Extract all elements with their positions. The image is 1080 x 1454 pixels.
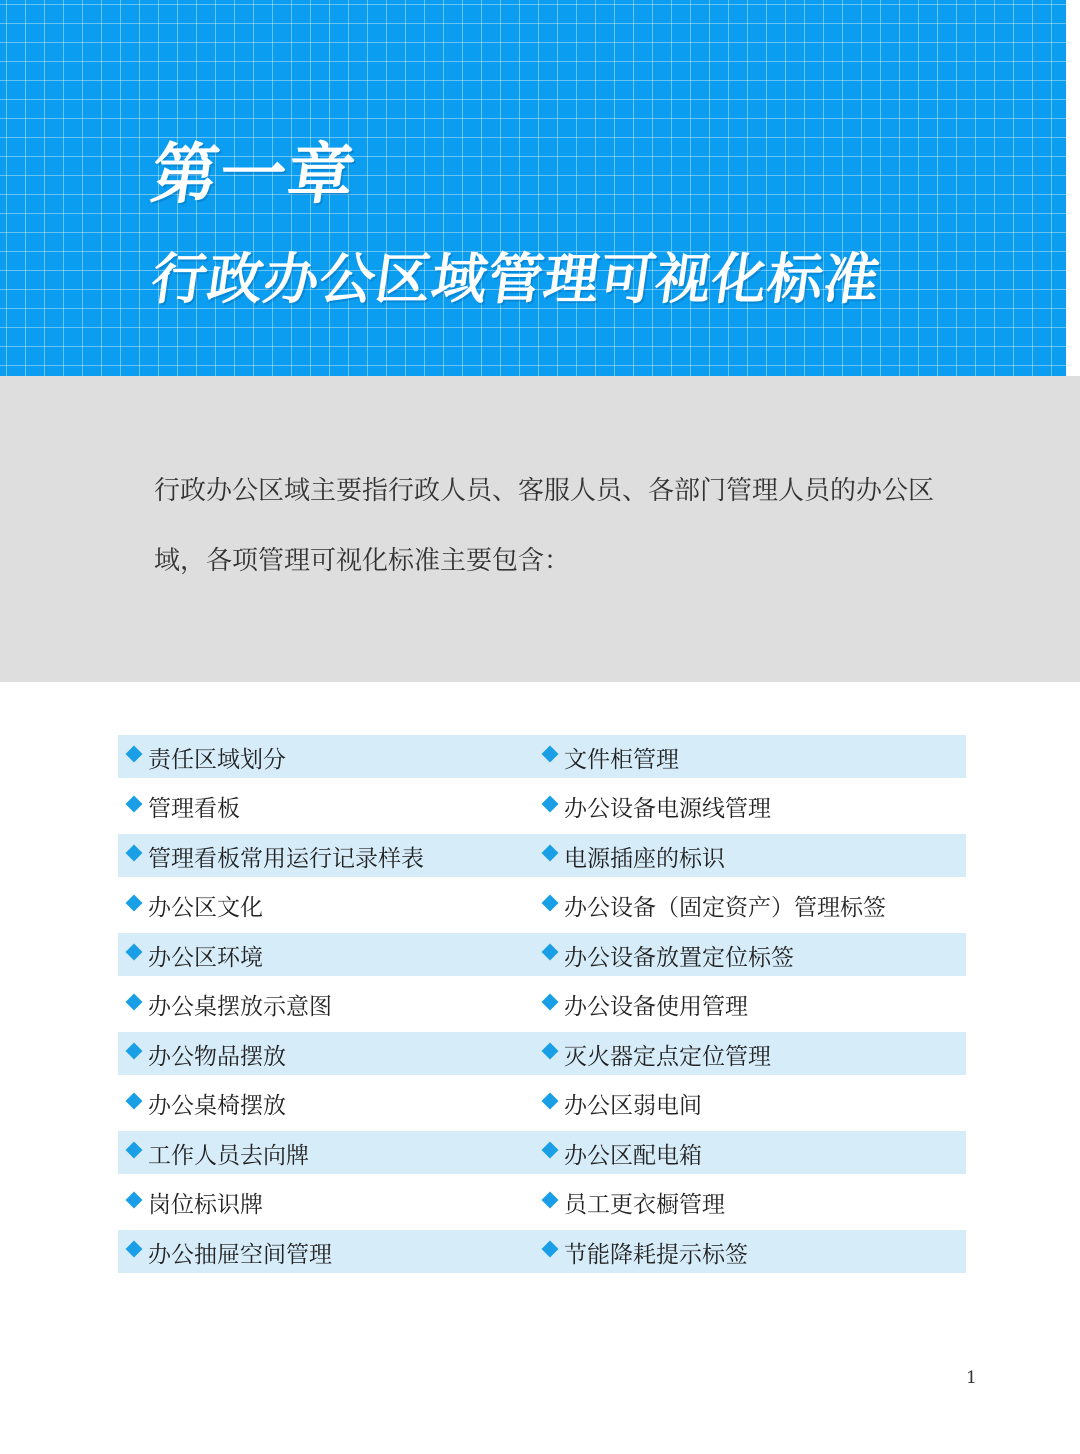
list-row [118,884,966,934]
diamond-bullet-icon [542,1043,559,1060]
diamond-bullet-icon [126,944,143,961]
list-item-label: 办公区弱电间 [564,1093,702,1119]
diamond-bullet-icon [126,1142,143,1159]
list-item [540,1088,702,1120]
list-item [124,1187,263,1219]
list-item [124,840,424,872]
list-item [124,939,263,971]
list-item-label: 办公设备放置定位标签 [564,944,794,971]
list-item-label: 办公桌椅摆放 [148,1093,286,1119]
list-item-label: 管理看板 [148,796,240,822]
diamond-bullet-icon [542,944,559,961]
diamond-bullet-icon [126,845,143,862]
chapter-banner [0,0,1066,376]
list-item [540,1038,771,1070]
diamond-bullet-icon [542,1191,559,1208]
list-row [118,1230,966,1280]
list-item [540,1236,748,1268]
list-item [540,1137,702,1169]
diamond-bullet-icon [542,1142,559,1159]
list-item [540,840,725,872]
list-item [124,741,286,773]
list-item-label: 办公设备使用管理 [564,994,748,1020]
list-row [118,1131,966,1181]
diamond-bullet-icon [126,746,143,763]
list-item [124,1236,332,1268]
list-row [118,933,966,983]
diamond-bullet-icon [126,795,143,812]
list-item [124,1088,286,1120]
list-item-label: 办公设备（固定资产）管理标签 [564,895,886,921]
diamond-bullet-icon [126,993,143,1010]
diamond-bullet-icon [126,1092,143,1109]
list-item-label: 灭火器定点定位管理 [564,1043,771,1070]
list-item [540,791,771,823]
list-item-label: 工作人员去向牌 [148,1142,309,1169]
list-item [124,989,332,1021]
list-row [118,1181,966,1231]
list-item-label: 办公桌摆放示意图 [148,994,332,1020]
list-item-label: 员工更衣橱管理 [564,1192,725,1218]
list-item-label: 办公抽屉空间管理 [148,1241,332,1268]
list-row [118,983,966,1033]
list-item-label: 办公区文化 [148,895,263,921]
list-item [124,1137,309,1169]
diamond-bullet-icon [126,1043,143,1060]
diamond-bullet-icon [542,746,559,763]
list-item-label: 节能降耗提示标签 [564,1241,748,1268]
diamond-bullet-icon [542,993,559,1010]
list-item-label: 管理看板常用运行记录样表 [148,845,424,872]
list-item-label: 办公物品摆放 [148,1043,286,1070]
list-row [118,1032,966,1082]
list-item [540,890,886,922]
list-row [118,1082,966,1132]
diamond-bullet-icon [126,1191,143,1208]
list-item [124,791,240,823]
chapter-number: 第一章 [146,136,362,213]
diamond-bullet-icon [126,894,143,911]
diamond-bullet-icon [126,1241,143,1258]
page-number: 1 [966,1368,977,1388]
standards-list [118,735,966,1280]
intro-paragraph: 行政办公区域主要指行政人员、客服人员、各部门管理人员的办公区域，各项管理可视化标准主要包含： [154,476,935,576]
list-item [540,1187,725,1219]
list-item-label: 责任区域划分 [148,746,286,773]
list-item [540,939,794,971]
list-item-label: 电源插座的标识 [564,845,725,872]
list-item [540,741,679,773]
list-item-label: 岗位标识牌 [148,1192,263,1218]
list-item [540,989,748,1021]
list-row [118,834,966,884]
list-row [118,785,966,835]
diamond-bullet-icon [542,845,559,862]
intro-section [0,376,1080,682]
diamond-bullet-icon [542,894,559,911]
list-item-label: 办公区配电箱 [564,1142,702,1169]
list-row [118,735,966,785]
diamond-bullet-icon [542,1241,559,1258]
list-item-label: 文件柜管理 [564,746,679,773]
list-item [124,1038,286,1070]
chapter-title: 行政办公区域管理可视化标准 [147,247,885,311]
list-item-label: 办公区环境 [148,944,263,971]
list-item-label: 办公设备电源线管理 [564,796,771,822]
diamond-bullet-icon [542,1092,559,1109]
diamond-bullet-icon [542,795,559,812]
list-item [124,890,263,922]
